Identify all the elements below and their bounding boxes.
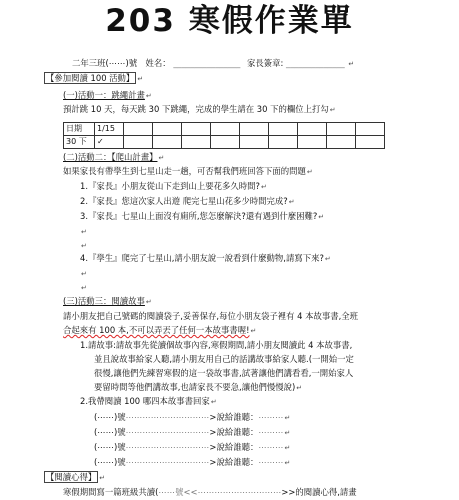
- point-text: 很慢,讓他們先練習寒假的這一袋故事書,試著讓他們講看看,一開始家人: [94, 368, 354, 378]
- check-cell[interactable]: [124, 136, 153, 149]
- book-entry-row[interactable]: (⋯⋯)號⋯⋯⋯⋯⋯⋯⋯⋯⋯⋯>說給誰聽：⋯⋯⋯↵: [94, 457, 291, 467]
- question-text: 1.『家長』小朋友從山下走到山上要花多久時間?: [80, 181, 260, 191]
- date-cell[interactable]: [298, 123, 327, 136]
- question-text: 4.『學生』爬完了七星山,請小朋友說一說看到什麼動物,請寫下來?: [80, 253, 324, 263]
- parent-signature-blank[interactable]: ______________: [286, 58, 345, 68]
- blank-line: ↵: [81, 228, 87, 236]
- activity3-point-1: [80, 340, 352, 350]
- date-cell[interactable]: [240, 123, 269, 136]
- activity3-point-1: [94, 354, 354, 364]
- header-line: 二年三班(⋯⋯)號 姓名： ________________ 家長簽章: ______________ ↵: [72, 58, 355, 68]
- tell-whom-label: >說給誰聽：: [209, 427, 259, 437]
- activity3-heading: (三)活動三：閱讀故事↵: [63, 296, 152, 306]
- section-label: 【閱讀心得】: [46, 472, 97, 482]
- point-text: 並且說故事給家人聽,請小朋友用自己的話講故事給家人聽.(一開始一定: [94, 354, 354, 364]
- point-text: 1.請故事:請故事先從讀個故事內容,寒假期間,請小朋友閱讀此 4 本故事書,: [80, 340, 353, 350]
- bottom-line: 寒假期間寫一篇班級共讀(⋯⋯號<<⋯⋯⋯⋯⋯⋯⋯⋯⋯⋯>>的閱讀心得,請畫: [63, 487, 357, 497]
- jump-rope-table: [63, 122, 385, 149]
- activity2-heading: (二)活動二：【爬山計畫】↵: [63, 152, 165, 162]
- activity1-desc: 預計跳 10 天，每天跳 30 下跳繩，完成的學生請在 30 下的欄位上打勾↵: [63, 104, 336, 114]
- blank-line: ↵: [81, 284, 87, 292]
- bottom-text: >>的閱讀心得,請畫: [281, 487, 357, 497]
- activity1-title: (一)活動一：跳繩計畫: [63, 90, 145, 100]
- activity2-desc: 如果家長有帶學生到七星山走一趟，可否幫我們班回答下面的問題↵: [63, 166, 313, 176]
- book-entry-row[interactable]: (⋯⋯)號⋯⋯⋯⋯⋯⋯⋯⋯⋯⋯>說給誰聽：⋯⋯⋯↵: [94, 412, 291, 422]
- activity3-desc-2: 合起來有 100 本,不可以弄丟了任何一本故事書喔!↵: [63, 325, 257, 335]
- book-number: (⋯⋯)號: [94, 457, 126, 467]
- activity3-desc-1: [63, 311, 358, 321]
- tell-whom-label: >說給誰聽：: [209, 412, 259, 422]
- activity1-heading: (一)活動一：跳繩計畫↵: [63, 90, 152, 100]
- section-join-reading: 【參加閱讀 100 活動】 ↵: [46, 73, 144, 83]
- date-cell[interactable]: [269, 123, 298, 136]
- activity3-point-2: 2.我帶閱讀 100 哪四本故事書回家↵: [80, 396, 217, 406]
- question-text: 2.『家長』您這次家人出遊 爬完七星山花多少時間完成?: [80, 196, 288, 206]
- activity1-text: 預計跳 10 天，每天跳 30 下跳繩，完成的學生請在 30 下的欄位上打勾: [63, 104, 329, 114]
- activity3-title: (三)活動三：閱讀故事: [63, 296, 145, 306]
- activity2-question-1: 1.『家長』小朋友從山下走到山上要花多久時間?↵: [80, 181, 267, 191]
- table-row: [64, 136, 385, 149]
- book-number: (⋯⋯)號: [94, 412, 126, 422]
- activity2-title: (二)活動二：【爬山計畫】: [63, 152, 158, 162]
- date-cell[interactable]: [124, 123, 153, 136]
- activity2-text: 如果家長有帶學生到七星山走一趟，可否幫我們班回答下面的問題: [63, 166, 306, 176]
- table-row: [64, 123, 385, 136]
- point-text: 要留時間等他們講故事,也請家長不要急,讓他們慢慢說): [94, 382, 296, 392]
- section-label: 【參加閱讀 100 活動】: [46, 73, 135, 83]
- section-reading-reflection: 【閱讀心得】 ↵: [46, 472, 106, 482]
- date-label: 日期: [64, 123, 95, 136]
- date-cell[interactable]: [211, 123, 240, 136]
- check-cell[interactable]: [153, 136, 182, 149]
- activity2-question-2: 2.『家長』您這次家人出遊 爬完七星山花多少時間完成?↵: [80, 196, 295, 206]
- activity3-point-1: [94, 368, 353, 378]
- parent-signature-label: 家長簽章:: [247, 58, 284, 68]
- date-cell: 1/15: [95, 123, 124, 136]
- check-cell[interactable]: [327, 136, 356, 149]
- book-entry-row[interactable]: (⋯⋯)號⋯⋯⋯⋯⋯⋯⋯⋯⋯⋯>說給誰聽：⋯⋯⋯↵: [94, 442, 291, 452]
- check-cell[interactable]: [269, 136, 298, 149]
- activity3-text: 請小朋友把自己號碼的閱讀袋子,妥善保存,每位小朋友袋子裡有 4 本故事書,全班: [63, 311, 359, 321]
- date-cell[interactable]: [182, 123, 211, 136]
- date-cell[interactable]: [153, 123, 182, 136]
- count-label: 30 下: [64, 136, 95, 149]
- book-entry-row[interactable]: (⋯⋯)號⋯⋯⋯⋯⋯⋯⋯⋯⋯⋯>說給誰聽：⋯⋯⋯↵: [94, 427, 291, 437]
- class-number-label: 二年三班(⋯⋯)號 姓名：: [72, 58, 171, 68]
- check-cell[interactable]: [211, 136, 240, 149]
- question-text: 3.『家長』七星山上面沒有廁所,您怎麼解決?還有遇到什麼困難?: [80, 211, 318, 221]
- blank-line: ↵: [81, 242, 87, 250]
- point-text: 2.我帶閱讀 100 哪四本故事書回家: [80, 396, 210, 406]
- book-number: (⋯⋯)號: [94, 442, 126, 452]
- tell-whom-label: >說給誰聽：: [209, 457, 259, 467]
- activity3-text: 合起來有 100 本,不可以弄丟了任何一本故事書喔!: [63, 325, 250, 335]
- blank-line: ↵: [81, 270, 87, 278]
- page-title: 203 寒假作業單: [105, 3, 354, 39]
- name-blank[interactable]: ________________: [173, 58, 241, 68]
- date-cell[interactable]: [356, 123, 385, 136]
- tell-whom-label: >說給誰聽：: [209, 442, 259, 452]
- activity2-question-3: 3.『家長』七星山上面沒有廁所,您怎麼解決?還有遇到什麼困難?↵: [80, 211, 325, 221]
- book-number: (⋯⋯)號: [94, 427, 126, 437]
- date-cell[interactable]: [327, 123, 356, 136]
- check-cell[interactable]: ✓: [95, 136, 124, 149]
- activity3-point-1: 要留時間等他們講故事,也請家長不要急,讓他們慢慢說)↵: [94, 382, 303, 392]
- bottom-text: 寒假期間寫一篇班級共讀(: [63, 487, 159, 497]
- check-cell[interactable]: [240, 136, 269, 149]
- check-cell[interactable]: [356, 136, 385, 149]
- check-cell[interactable]: [298, 136, 327, 149]
- check-cell[interactable]: [182, 136, 211, 149]
- activity2-question-4: 4.『學生』爬完了七星山,請小朋友說一說看到什麼動物,請寫下來?↵: [80, 253, 331, 263]
